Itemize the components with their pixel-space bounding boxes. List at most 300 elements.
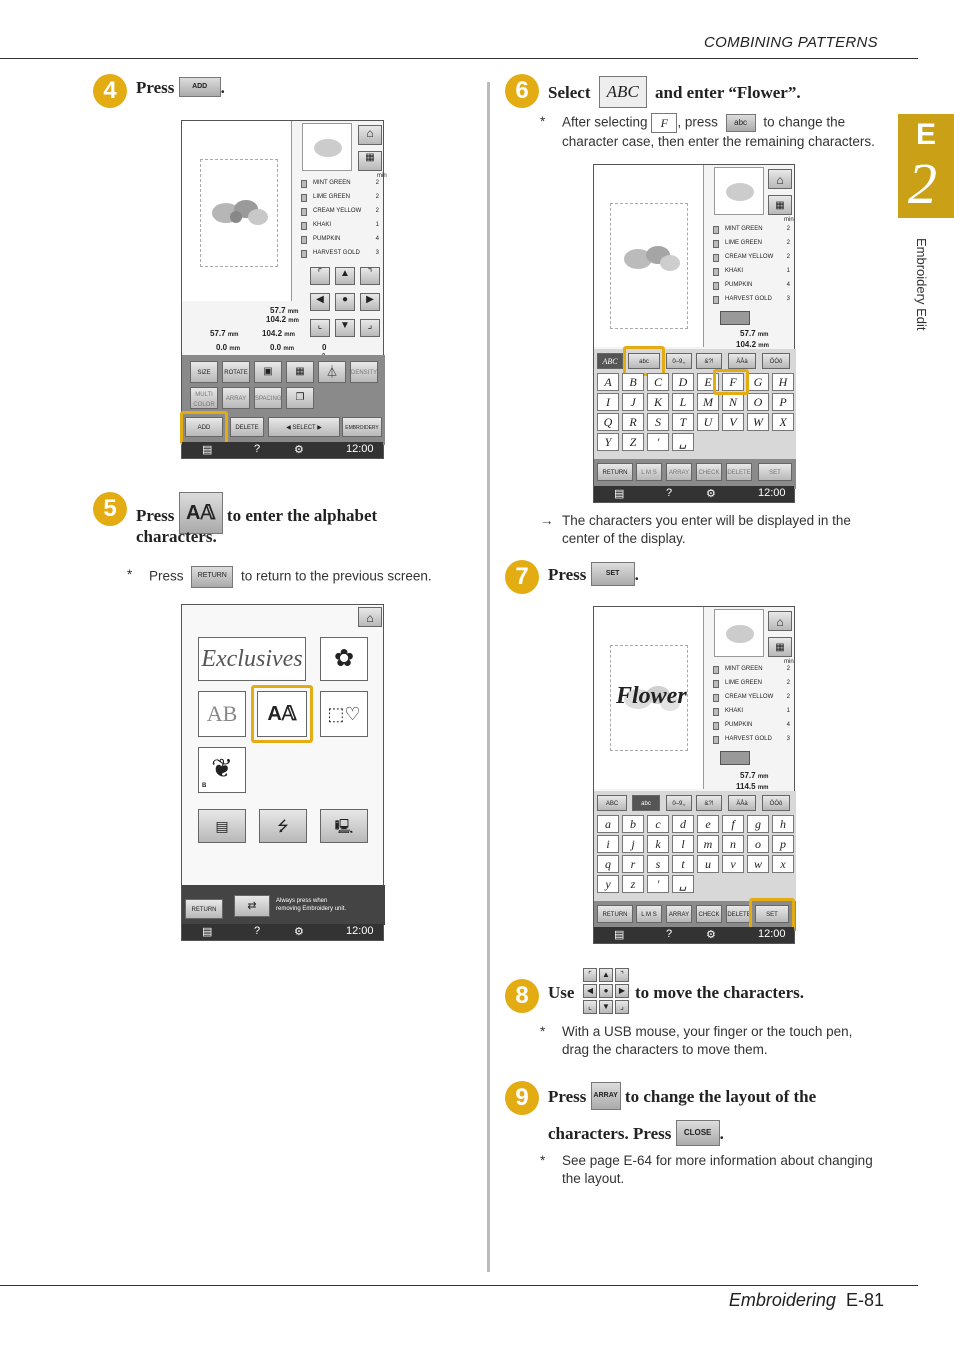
- step-6-result: [540, 512, 892, 548]
- character-key[interactable]: j: [622, 835, 644, 853]
- status-bar: [182, 924, 383, 940]
- step-6-text: [548, 78, 801, 110]
- usb-note-line-1: Always press when: [276, 898, 328, 904]
- spool-icon: [720, 751, 750, 765]
- character-key[interactable]: ': [647, 875, 669, 893]
- step-9-text-cont: [548, 1122, 724, 1148]
- thread-name: PUMPKIN: [313, 236, 341, 242]
- down-left-icon: ⌞: [583, 1000, 597, 1014]
- character-key[interactable]: s: [647, 855, 669, 873]
- embroidery-button[interactable]: EMBROIDERY: [342, 417, 382, 437]
- move-up-button[interactable]: ▲: [335, 267, 355, 285]
- tab-abc-upper[interactable]: ABC: [597, 795, 627, 811]
- thread-swatch: [713, 268, 719, 276]
- thread-swatch: [301, 222, 307, 230]
- tab-numbers[interactable]: 0–9,,: [666, 353, 692, 369]
- page-number: E-81: [845, 1290, 884, 1310]
- chapter-tab: [898, 114, 954, 218]
- note-part-d: character case, then enter the remaining characters.: [562, 134, 875, 149]
- thread-count: 2: [375, 180, 379, 186]
- chapter-side-label: Embroidery Edit: [914, 238, 929, 331]
- b-label: B: [202, 783, 207, 789]
- character-key[interactable]: z: [622, 875, 644, 893]
- character-key[interactable]: g: [747, 815, 769, 833]
- step-4-end: .: [220, 78, 225, 97]
- character-key[interactable]: w: [747, 855, 769, 873]
- size-button[interactable]: SIZE: [190, 361, 218, 383]
- chapter-number: 2: [908, 151, 937, 216]
- thread-swatch: [713, 296, 719, 304]
- character-key[interactable]: x: [772, 855, 794, 873]
- move-right-button[interactable]: ▶: [360, 293, 380, 311]
- thumbnail: [302, 123, 352, 171]
- character-key[interactable]: y: [597, 875, 619, 893]
- clock-time: 12:00: [758, 928, 786, 940]
- grid-button[interactable]: ▦: [286, 361, 314, 383]
- return-button[interactable]: RETURN: [185, 899, 223, 919]
- thread-name: HARVEST GOLD: [725, 736, 772, 742]
- character-key[interactable]: i: [597, 835, 619, 853]
- character-key[interactable]: f: [722, 815, 744, 833]
- thread-count: 3: [786, 296, 790, 302]
- thread-list: [707, 663, 796, 753]
- thread-row: [707, 237, 796, 251]
- min-label: min: [784, 217, 794, 223]
- character-key[interactable]: B: [622, 373, 644, 391]
- thread-change-button[interactable]: ▦: [768, 637, 792, 657]
- check-button[interactable]: CHECK: [696, 905, 722, 923]
- note-prefix: Press: [149, 568, 184, 584]
- rotate-button[interactable]: ROTATE: [222, 361, 250, 383]
- character-key[interactable]: T: [672, 413, 694, 431]
- size-unit: mm: [284, 332, 295, 338]
- tab-numbers[interactable]: 0–9,,: [666, 795, 692, 811]
- utility-pattern-button[interactable]: ❦: [198, 747, 246, 793]
- thread-row: [707, 279, 796, 293]
- tab-symbols[interactable]: &?!: [696, 353, 722, 369]
- character-key[interactable]: U: [697, 413, 719, 431]
- thread-list: [707, 223, 796, 313]
- thread-name: KHAKI: [313, 222, 332, 228]
- character-key[interactable]: H: [772, 373, 794, 391]
- step-7-end: .: [634, 564, 639, 584]
- character-key[interactable]: u: [697, 855, 719, 873]
- move-down-left-button[interactable]: ⌞: [310, 319, 330, 337]
- offset-y: [216, 343, 240, 352]
- exclusives-button[interactable]: Exclusives: [198, 637, 306, 681]
- f-key-inline: F: [651, 113, 677, 133]
- flower-text-preview: Flower: [616, 683, 687, 709]
- character-key[interactable]: Q: [597, 413, 619, 431]
- character-key[interactable]: ␣: [672, 433, 694, 451]
- result-arrow: →: [540, 513, 554, 528]
- thread-swatch: [713, 694, 719, 702]
- thread-name: LIME GREEN: [313, 194, 351, 200]
- thread-count: 3: [375, 250, 379, 256]
- dim-width-value: 57.7: [740, 329, 756, 338]
- step-5-note: [127, 566, 449, 588]
- arrow-pad-inline: [583, 968, 631, 1016]
- character-key[interactable]: a: [597, 815, 619, 833]
- menu-icon[interactable]: ▤: [202, 444, 213, 456]
- thread-swatch: [301, 236, 307, 244]
- clock-time: 12:00: [346, 443, 374, 455]
- thread-name: MINT GREEN: [725, 666, 763, 672]
- delete-button[interactable]: DELETE: [726, 905, 752, 923]
- move-down-right-button[interactable]: ⌟: [360, 319, 380, 337]
- character-key[interactable]: b: [622, 815, 644, 833]
- thread-count: 2: [375, 208, 379, 214]
- character-key[interactable]: m: [697, 835, 719, 853]
- note-part-c: to change the: [763, 114, 846, 130]
- alphabet-button-inline: A𝔸: [179, 492, 223, 534]
- alphabet-characters-button[interactable]: A𝔸: [257, 691, 307, 737]
- result-line-2: center of the display.: [562, 531, 686, 546]
- tab-abc-lower[interactable]: abc: [632, 795, 660, 811]
- computer-button[interactable]: 🖳: [320, 809, 368, 843]
- step-5-label: Press: [136, 505, 175, 525]
- offset-unit: mm: [229, 346, 241, 352]
- thread-name: KHAKI: [725, 268, 744, 274]
- thread-name: PUMPKIN: [725, 722, 753, 728]
- home-button[interactable]: ⌂: [768, 169, 792, 189]
- select-button[interactable]: ◀ SELECT ▶: [268, 417, 340, 437]
- delete-button[interactable]: DELETE: [726, 463, 752, 481]
- step-6-label-2: and enter “Flower”.: [654, 82, 801, 102]
- up-left-icon: ⌜: [583, 968, 597, 982]
- thread-swatch: [713, 666, 719, 674]
- delete-button[interactable]: DELETE: [230, 417, 264, 437]
- thread-swatch: [713, 226, 719, 234]
- return-button[interactable]: RETURN: [597, 905, 633, 923]
- move-left-button[interactable]: ◀: [310, 293, 330, 311]
- clock-time: 12:00: [758, 487, 786, 499]
- home-button[interactable]: ⌂: [768, 611, 792, 631]
- home-button[interactable]: ⌂: [358, 125, 382, 145]
- character-key[interactable]: C: [647, 373, 669, 391]
- character-key[interactable]: c: [647, 815, 669, 833]
- help-icon[interactable]: ?: [666, 487, 673, 499]
- dim-height-value: 104.2: [266, 315, 287, 324]
- tab-accents-1[interactable]: ÄÅà: [728, 795, 756, 811]
- add-button-inline: ADD: [179, 77, 221, 97]
- thread-swatch: [713, 240, 719, 248]
- size-width: [210, 329, 238, 338]
- min-label: min: [377, 173, 387, 179]
- step-9-text: [548, 1084, 816, 1112]
- character-key[interactable]: d: [672, 815, 694, 833]
- array-button[interactable]: ARRAY: [666, 905, 692, 923]
- step-4-label: Press: [136, 78, 175, 97]
- thread-row: [295, 247, 385, 261]
- frame-pattern-button[interactable]: ⬚♡: [320, 691, 368, 737]
- dimension-panel: [720, 329, 769, 351]
- thread-count: 4: [786, 722, 790, 728]
- thread-row: [707, 265, 796, 279]
- menu-icon[interactable]: ▤: [614, 929, 625, 941]
- offset-x-value: 0.0: [270, 343, 282, 352]
- floral-alphabet-button[interactable]: AB: [198, 691, 246, 737]
- return-button-inline: RETURN: [191, 566, 233, 588]
- thumbnail: [714, 167, 764, 215]
- dim-height-value: 114.5: [736, 782, 756, 791]
- dim-width-value: 57.7: [270, 306, 286, 315]
- abc-lower-button-inline: abc: [726, 114, 756, 132]
- size-lms-button[interactable]: L M S: [636, 905, 662, 923]
- thread-name: HARVEST GOLD: [313, 250, 360, 256]
- dimension-panel: [182, 303, 327, 355]
- character-key[interactable]: l: [672, 835, 694, 853]
- character-key[interactable]: W: [747, 413, 769, 431]
- step-5-label-2: to enter the alphabet: [226, 505, 378, 525]
- thread-swatch: [301, 250, 307, 258]
- step-5-badge: 5: [93, 492, 127, 526]
- usb-button[interactable]: ⭍: [259, 809, 307, 843]
- mirror-button[interactable]: ▣: [254, 361, 282, 383]
- result-line-1: The characters you enter will be displayed in the: [562, 513, 851, 528]
- thread-name: LIME GREEN: [725, 680, 763, 686]
- thread-row: [707, 251, 796, 265]
- f-key-highlight: [713, 369, 749, 395]
- step-6-badge: 6: [505, 74, 539, 108]
- help-icon[interactable]: ?: [666, 928, 673, 940]
- character-key[interactable]: E: [697, 373, 719, 391]
- density-button[interactable]: DENSITY: [350, 361, 378, 383]
- step-4-badge: 4: [93, 74, 127, 108]
- thread-row: [295, 205, 385, 219]
- thread-row: [707, 733, 796, 747]
- character-key[interactable]: q: [597, 855, 619, 873]
- note-bullet: *: [540, 1024, 546, 1039]
- note-part-b: , press: [677, 114, 718, 130]
- character-key[interactable]: J: [622, 393, 644, 411]
- offset-y-value: 0.0: [216, 343, 228, 352]
- array-button[interactable]: ARRAY: [666, 463, 692, 481]
- up-icon: ▲: [599, 968, 613, 982]
- thread-name: KHAKI: [725, 708, 744, 714]
- column-divider: [487, 82, 490, 1272]
- character-key[interactable]: v: [722, 855, 744, 873]
- chapter-letter: E: [916, 118, 937, 151]
- thread-row: [707, 691, 796, 705]
- status-bar: [594, 927, 794, 943]
- multi-color-button[interactable]: MULTI COLOR: [190, 387, 218, 409]
- thread-row: [707, 663, 796, 677]
- character-key[interactable]: t: [672, 855, 694, 873]
- thread-name: CREAM YELLOW: [725, 694, 774, 700]
- step-7-label: Press: [548, 564, 587, 584]
- offset-unit: mm: [283, 346, 295, 352]
- border-button[interactable]: ❐: [286, 387, 314, 409]
- menu-icon[interactable]: ▤: [202, 926, 213, 938]
- presser-icon[interactable]: ⚙: [294, 926, 304, 938]
- presser-icon[interactable]: ⚙: [706, 929, 716, 941]
- thread-change-button[interactable]: ▦: [358, 151, 382, 171]
- thread-count: 4: [786, 282, 790, 288]
- page-footer: [729, 1290, 884, 1311]
- character-key[interactable]: I: [597, 393, 619, 411]
- menu-icon[interactable]: ▤: [614, 488, 625, 500]
- thread-change-button[interactable]: ▦: [768, 195, 792, 215]
- clock-time: 12:00: [346, 925, 374, 937]
- thread-count: 4: [375, 236, 379, 242]
- character-key[interactable]: Y: [597, 433, 619, 451]
- note-suffix: to return to the previous screen.: [241, 568, 432, 584]
- select-label: SELECT: [292, 425, 316, 431]
- tab-symbols[interactable]: &?!: [696, 795, 722, 811]
- embroidery-pattern-button[interactable]: ✿: [320, 637, 368, 681]
- character-key[interactable]: r: [622, 855, 644, 873]
- thread-count: 2: [786, 254, 790, 260]
- dim-height: [266, 315, 299, 324]
- character-key[interactable]: G: [747, 373, 769, 391]
- character-key[interactable]: O: [747, 393, 769, 411]
- flip-button[interactable]: ⏃: [318, 361, 346, 383]
- thread-count: 2: [786, 694, 790, 700]
- thread-count: 2: [786, 240, 790, 246]
- preview-area: [594, 165, 704, 347]
- thread-swatch: [713, 282, 719, 290]
- dim-unit: mm: [757, 774, 769, 780]
- character-key[interactable]: e: [697, 815, 719, 833]
- thread-swatch: [713, 722, 719, 730]
- character-key[interactable]: n: [722, 835, 744, 853]
- floral-pattern-icon: [206, 191, 272, 235]
- note-line-2: the layout.: [562, 1171, 625, 1186]
- screen-character-input-upper: [593, 164, 795, 503]
- tab-abc-script[interactable]: ABC: [597, 353, 623, 369]
- dim-unit: mm: [757, 332, 769, 338]
- move-up-left-button[interactable]: ⌜: [310, 267, 330, 285]
- note-part-a: After selecting: [562, 114, 648, 130]
- character-key[interactable]: N: [722, 393, 744, 411]
- thread-count: 2: [786, 226, 790, 232]
- thread-row: [707, 705, 796, 719]
- step-4-text: [136, 78, 225, 99]
- thread-count: 2: [786, 680, 790, 686]
- thread-name: MINT GREEN: [313, 180, 351, 186]
- up-right-icon: ⌝: [615, 968, 629, 982]
- character-key[interactable]: S: [647, 413, 669, 431]
- thread-count: 2: [375, 194, 379, 200]
- character-key[interactable]: D: [672, 373, 694, 391]
- home-button[interactable]: ⌂: [358, 607, 382, 627]
- character-key[interactable]: L: [672, 393, 694, 411]
- floral-pattern-icon: [618, 237, 684, 281]
- thread-name: PUMPKIN: [725, 282, 753, 288]
- step-9-label: Press: [548, 1086, 587, 1106]
- size-unit: mm: [227, 332, 239, 338]
- thread-count: 1: [786, 268, 790, 274]
- character-key[interactable]: h: [772, 815, 794, 833]
- help-icon[interactable]: ?: [254, 925, 261, 937]
- step-7-text: [548, 564, 639, 588]
- size-height-value: 104.2: [262, 329, 283, 338]
- character-key[interactable]: K: [647, 393, 669, 411]
- center-icon: ●: [599, 984, 613, 998]
- step-9-label-3: characters. Press: [548, 1123, 672, 1143]
- dim-width: [270, 306, 298, 315]
- character-key[interactable]: p: [772, 835, 794, 853]
- spool-icon: [720, 311, 750, 325]
- character-key[interactable]: A: [597, 373, 619, 391]
- note-bullet: *: [540, 114, 546, 129]
- step-8-note: [540, 1023, 892, 1059]
- character-key[interactable]: R: [622, 413, 644, 431]
- dim-height-value: 104.2: [736, 340, 757, 349]
- thumbnail: [714, 609, 764, 657]
- offset-x: [270, 343, 294, 352]
- character-key[interactable]: Z: [622, 433, 644, 451]
- step-9-end: .: [719, 1123, 724, 1143]
- right-icon: ▶: [615, 984, 629, 998]
- character-key[interactable]: X: [772, 413, 794, 431]
- thread-row: [295, 219, 385, 233]
- thread-row: [707, 719, 796, 733]
- character-key[interactable]: ␣: [672, 875, 694, 893]
- presser-icon[interactable]: ⚙: [294, 444, 304, 456]
- character-key[interactable]: o: [747, 835, 769, 853]
- size-lms-button[interactable]: L M S: [636, 463, 662, 481]
- check-button[interactable]: CHECK: [696, 463, 722, 481]
- spacing-button[interactable]: SPACING: [254, 387, 282, 409]
- help-icon[interactable]: ?: [254, 443, 261, 455]
- tab-accents-1[interactable]: ÄÅà: [728, 353, 756, 369]
- presser-icon[interactable]: ⚙: [706, 488, 716, 500]
- tab-abc-lower[interactable]: abc: [628, 353, 660, 369]
- step-5-text-cont: characters.: [136, 527, 217, 546]
- array-button-inline: ARRAY: [591, 1082, 621, 1110]
- thread-list: [295, 177, 385, 267]
- step-7-badge: 7: [505, 560, 539, 594]
- set-button[interactable]: SET: [758, 463, 792, 481]
- header-rule: [0, 58, 918, 59]
- character-key[interactable]: M: [697, 393, 719, 411]
- set-button[interactable]: SET: [755, 905, 789, 923]
- usb-note-line-2: removing Embroidery unit.: [276, 906, 347, 912]
- thread-name: LIME GREEN: [725, 240, 763, 246]
- screen-pattern-category: [181, 604, 384, 941]
- character-key[interactable]: ': [647, 433, 669, 451]
- center-button[interactable]: ●: [335, 293, 355, 311]
- array-button[interactable]: ARRAY: [222, 387, 250, 409]
- machine-memory-button[interactable]: ▤: [198, 809, 246, 843]
- tab-accents-2[interactable]: ÖÓô: [762, 353, 790, 369]
- move-down-button[interactable]: ▼: [335, 319, 355, 337]
- embroidery-unit-button[interactable]: ⇄: [234, 895, 270, 917]
- thread-row: [707, 677, 796, 691]
- left-icon: ◀: [583, 984, 597, 998]
- thread-row: [295, 177, 385, 191]
- note-bullet: *: [540, 1153, 546, 1168]
- tab-accents-2[interactable]: ÖÓô: [762, 795, 790, 811]
- set-button-inline: SET: [591, 562, 635, 586]
- character-key[interactable]: V: [722, 413, 744, 431]
- screen-character-input-lower: [593, 606, 795, 944]
- thread-name: MINT GREEN: [725, 226, 763, 232]
- character-key[interactable]: F: [722, 373, 744, 391]
- return-button[interactable]: RETURN: [597, 463, 633, 481]
- move-up-right-button[interactable]: ⌝: [360, 267, 380, 285]
- character-key[interactable]: k: [647, 835, 669, 853]
- step-6-label: Select: [548, 82, 591, 102]
- pattern-thumbnail-icon: [715, 610, 765, 658]
- add-button[interactable]: ADD: [185, 417, 223, 437]
- thread-name: CREAM YELLOW: [313, 208, 362, 214]
- thread-swatch: [713, 708, 719, 716]
- character-key[interactable]: P: [772, 393, 794, 411]
- thread-name: HARVEST GOLD: [725, 296, 772, 302]
